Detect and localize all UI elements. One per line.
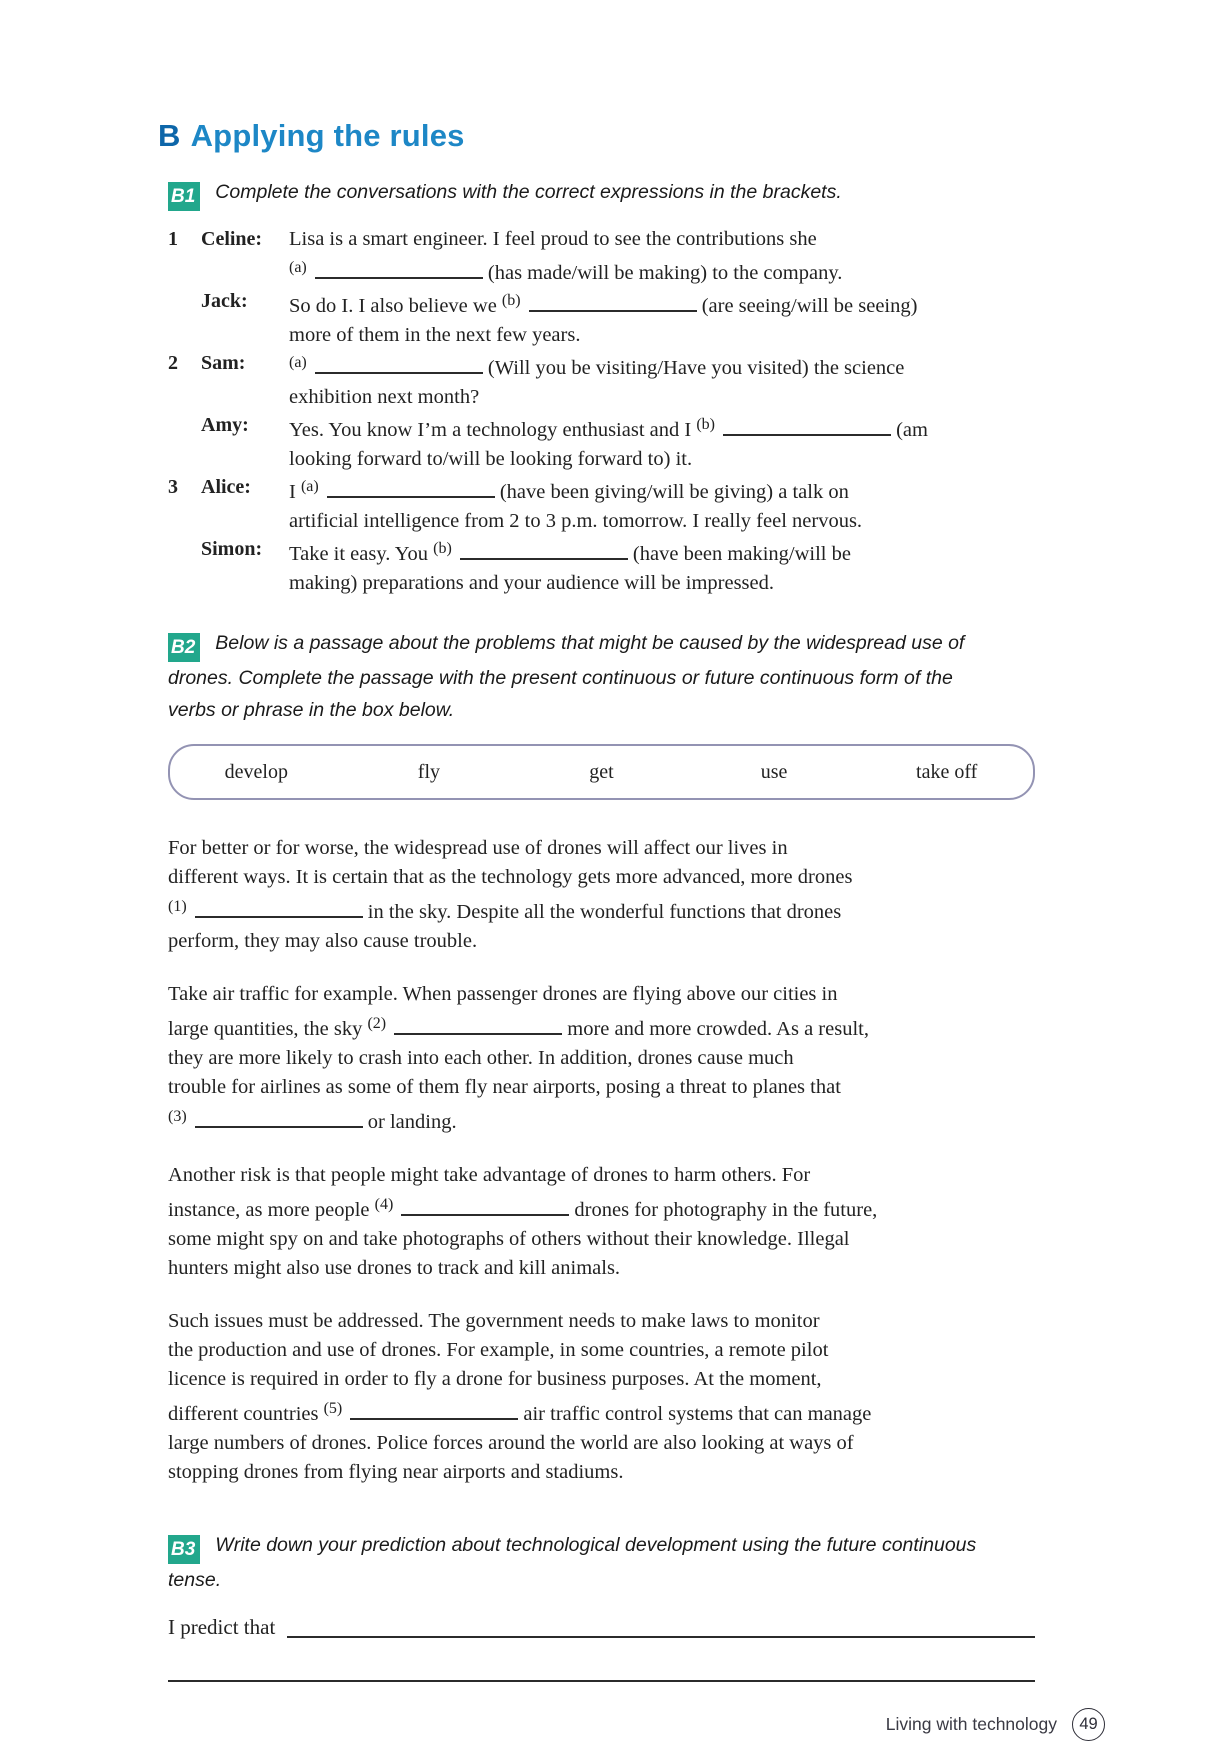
passage-line: trouble for airlines as some of them fly near airports, posing a threat to planes that	[168, 1076, 841, 1098]
dialogue-line: So do I. I also believe we $^{(b)}$ (are seeing/will be seeing)	[289, 292, 918, 317]
dialogue-line: Yes. You know I’m a technology enthusiast and I $^{(b)}$ (am	[289, 416, 928, 441]
blank-marker: (1)	[168, 898, 187, 915]
b3-answer-blank-1	[287, 1633, 1035, 1638]
passage-line: perform, they may also cause trouble.	[168, 930, 478, 952]
blank-marker: (2)	[367, 1015, 387, 1032]
dialogue-turns	[201, 473, 1035, 597]
b3-answer-blank-2	[168, 1680, 1035, 1682]
passage-line: Another risk is that people might take advantage of drones to harm others. For	[168, 1164, 811, 1186]
fill-in-blank	[394, 1030, 562, 1035]
word-box-item: get	[589, 760, 614, 783]
exercise-b2-header	[168, 627, 1035, 726]
section-title: Applying the rules	[190, 118, 465, 153]
blank-marker: (3)	[168, 1108, 187, 1125]
b3-prompt: I predict that	[168, 1615, 276, 1639]
speaker-name: Sam:	[201, 352, 246, 374]
word-box-item: fly	[417, 760, 440, 783]
dialogue-turn	[201, 411, 1035, 473]
instruction-line: tense.	[168, 1569, 222, 1591]
passage-paragraph	[168, 1307, 1035, 1487]
dialogue-turn	[201, 287, 1035, 349]
passage-paragraph	[168, 1161, 1035, 1283]
speaker-name: Amy:	[201, 414, 249, 436]
passage-line: For better or for worse, the widespread use of drones will affect our lives in	[168, 837, 788, 859]
dialogue-turn	[201, 473, 1035, 535]
instruction-line: B2 Below is a passage about the problems that might be caused by the widespread use of	[168, 627, 1035, 662]
fill-in-blank	[401, 1211, 569, 1216]
dialogue-item	[168, 473, 1035, 597]
passage-line: Take air traffic for example. When passenger drones are flying above our cities in	[168, 983, 838, 1005]
instruction-line: verbs or phrase in the box below.	[168, 699, 455, 721]
exercise-b2-badge: B2	[168, 633, 200, 662]
passage-line: licence is required in order to fly a drone for business purposes. At the moment,	[168, 1368, 822, 1390]
dialogue-turn	[201, 349, 1035, 411]
dialogue-line: making) preparations and your audience will be impressed.	[289, 571, 775, 594]
word-box-item: develop	[224, 760, 288, 783]
dialogue-turn-lines	[289, 287, 1035, 349]
word-box	[168, 744, 1035, 800]
dialogue-line: Lisa is a smart engineer. I feel proud to see the contributions she	[289, 228, 817, 250]
blank-marker: (b)	[433, 540, 452, 557]
blank-marker: (b)	[696, 416, 715, 433]
fill-in-blank	[460, 555, 628, 560]
dialogue-line: looking forward to/will be looking forward to) it.	[289, 447, 693, 470]
fill-in-blank	[327, 493, 495, 498]
dialogue-turns	[201, 225, 1035, 349]
passage-line: large numbers of drones. Police forces around the world are also looking at ways of	[168, 1432, 854, 1454]
dialogue-turn-lines	[289, 473, 1035, 535]
dialogue-line: $^{(a)}$ (has made/will be making) to the company.	[289, 258, 843, 284]
dialogue-item	[168, 225, 1035, 349]
word-box-item: use	[760, 760, 788, 783]
page-footer	[168, 1708, 1105, 1741]
passage-line: some might spy on and take photographs of others without their knowledge. Illegal	[168, 1228, 850, 1250]
dialogue-turn-lines	[289, 225, 1035, 287]
b1-instruction	[168, 176, 1035, 211]
exercise-b3-badge: B3	[168, 1535, 200, 1564]
fill-in-blank	[350, 1415, 518, 1420]
passage-line: different ways. It is certain that as the technology gets more advanced, more drones	[168, 866, 853, 888]
fill-in-blank	[529, 307, 697, 312]
dialogue-item	[168, 349, 1035, 473]
blank-marker: (b)	[501, 292, 521, 309]
fill-in-blank	[195, 913, 363, 918]
speaker-name: Alice:	[201, 476, 251, 498]
dialogue-line: exhibition next month?	[289, 385, 480, 408]
passage-paragraph	[168, 834, 1035, 956]
fill-in-blank	[315, 274, 483, 279]
footer-unit-title: Living with technology	[885, 1714, 1057, 1734]
passage-line: instance, as more people $^{(4)}$ drones for photography in the future,	[168, 1196, 878, 1221]
exercise-b3-header	[168, 1529, 1035, 1596]
passage-line: hunters might also use drones to track and kill animals.	[168, 1257, 621, 1279]
dialogue-line: more of them in the next few years.	[289, 323, 581, 346]
b3-answer-row	[168, 1612, 1035, 1642]
dialogue-turn-lines	[289, 349, 1035, 411]
dialogue-number: 2	[168, 352, 178, 374]
section-letter: B	[158, 118, 181, 153]
instruction-line: B3 Write down your prediction about technological development using the future continuous	[168, 1529, 1035, 1564]
word-box-item: take off	[916, 760, 978, 783]
footer-page-number: 49	[1072, 1708, 1105, 1741]
instruction-line: drones. Complete the passage with the present continuous or future continuous form of the	[168, 667, 953, 689]
passage-line: different countries $^{(5)}$ air traffic control systems that can manage	[168, 1400, 872, 1425]
dialogue-turn-lines	[289, 535, 1035, 597]
speaker-name: Celine:	[201, 228, 263, 250]
exercise-b1-header	[168, 176, 1035, 211]
speaker-name: Jack:	[201, 290, 248, 312]
passage-line: $^{(3)}$ or landing.	[168, 1108, 457, 1133]
dialogue-line: artificial intelligence from 2 to 3 p.m. tomorrow. I really feel nervous.	[289, 509, 863, 532]
speaker-name: Simon:	[201, 538, 263, 560]
fill-in-blank	[195, 1123, 363, 1128]
dialogue-line: I $^{(a)}$ (have been giving/will be giving) a talk on	[289, 478, 849, 503]
passage-line: $^{(1)}$ in the sky. Despite all the wonderful functions that drones	[168, 898, 842, 923]
dialogue-turn-lines	[289, 411, 1035, 473]
passage-line: they are more likely to crash into each other. In addition, drones cause much	[168, 1047, 794, 1069]
section-heading	[158, 118, 1035, 154]
passage-paragraph	[168, 980, 1035, 1137]
dialogue-turn	[201, 535, 1035, 597]
b2-passage	[168, 834, 1035, 1487]
passage-line: Such issues must be addressed. The government needs to make laws to monitor	[168, 1310, 820, 1332]
dialogue-turns	[201, 349, 1035, 473]
blank-marker: (a)	[289, 258, 307, 276]
blank-marker: (4)	[374, 1196, 394, 1213]
dialogue-number: 1	[168, 228, 178, 250]
b1-dialogues	[168, 225, 1035, 597]
passage-line: stopping drones from flying near airports and stadiums.	[168, 1461, 624, 1483]
blank-marker: (a)	[289, 354, 307, 371]
blank-marker: (a)	[300, 478, 319, 495]
passage-line: large quantities, the sky $^{(2)}$ more and more crowded. As a result,	[168, 1015, 869, 1040]
fill-in-blank	[315, 369, 483, 374]
dialogue-number: 3	[168, 476, 178, 498]
dialogue-turn	[201, 225, 1035, 287]
fill-in-blank	[723, 431, 891, 436]
exercise-b1-badge: B1	[168, 182, 200, 211]
dialogue-line: $^{(a)}$ (Will you be visiting/Have you visited) the science	[289, 354, 905, 379]
passage-line: the production and use of drones. For example, in some countries, a remote pilot	[168, 1339, 829, 1361]
dialogue-line: Take it easy. You $^{(b)}$ (have been making/will be	[289, 540, 851, 565]
blank-marker: (5)	[323, 1400, 343, 1417]
b1-instruction-text: Complete the conversations with the correct expressions in the brackets.	[215, 181, 842, 203]
